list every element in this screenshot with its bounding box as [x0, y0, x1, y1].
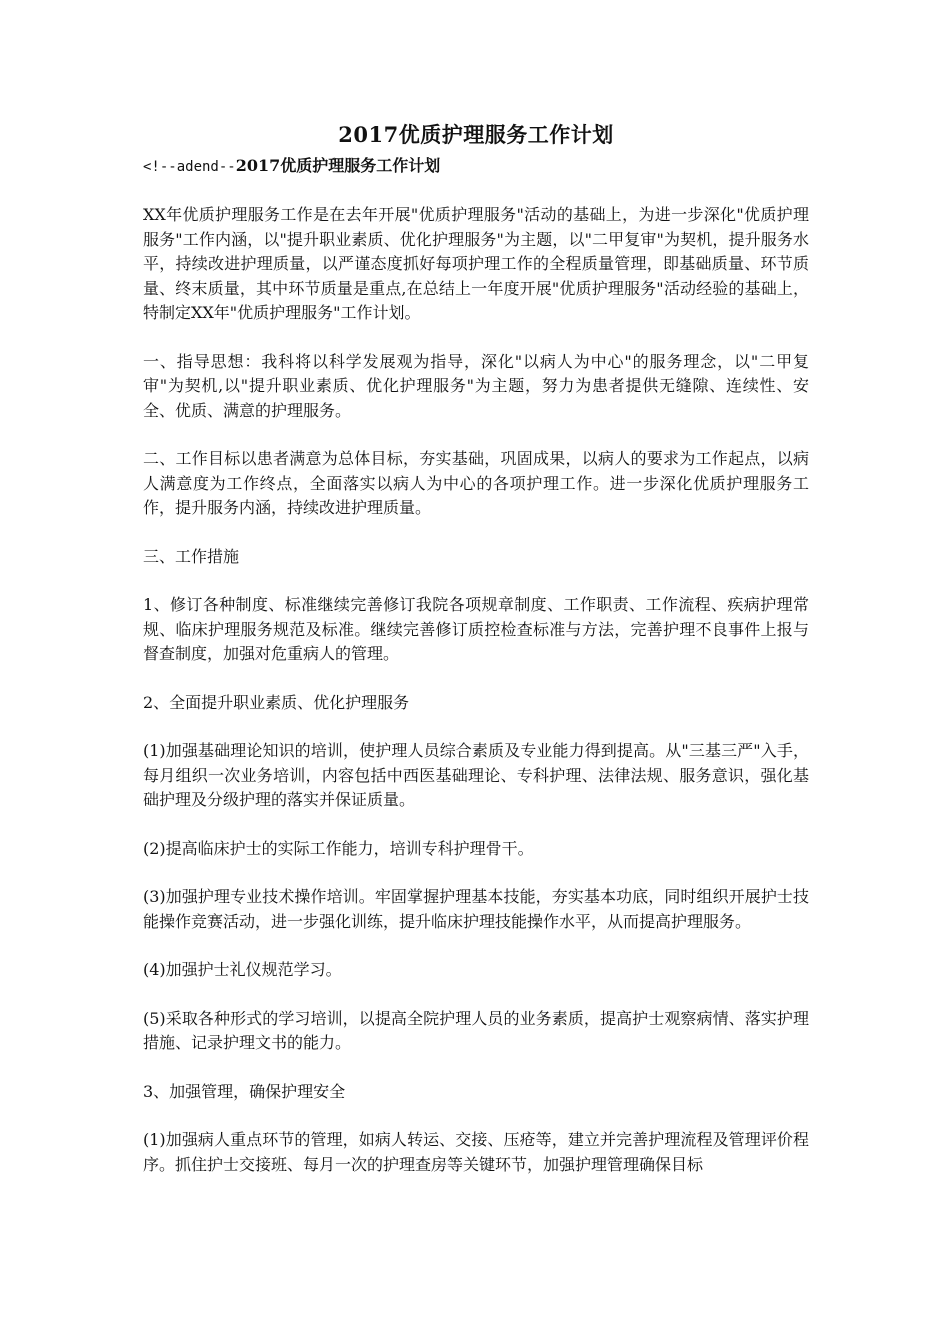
document-subtitle	[143, 154, 809, 179]
paragraph-measure-2-1: (1)加强基础理论知识的培训，使护理人员综合素质及专业能力得到提高。从"三基三严"入手，每月组织一次业务培训，内容包括中西医基础理论、专科护理、法律法规、服务意识，强化基础护理及分级护理的落实并保证质量。	[143, 741, 809, 809]
document-body	[143, 203, 809, 1177]
paragraph-measure-3-1: (1)加强病人重点环节的管理，如病人转运、交接、压疮等，建立并完善护理流程及管理评价程序。抓住护士交接班、每月一次的护理查房等关键环节，加强护理管理确保目标	[143, 1130, 809, 1174]
document-title: 2017优质护理服务工作计划	[338, 122, 614, 147]
document-page	[143, 120, 809, 1201]
subtitle-prefix: <!--adend--	[143, 159, 236, 175]
paragraph-measure-2-3: (3)加强护理专业技术操作培训。牢固掌握护理基本技能，夯实基本功底，同时组织开展护士技能操作竞赛活动，进一步强化训练，提升临床护理技能操作水平，从而提高护理服务。	[143, 887, 809, 931]
paragraph-work-goals: 二、工作目标以患者满意为总体目标，夯实基础，巩固成果，以病人的要求为工作起点，以病人满意度为工作终点，全面落实以病人为中心的各项护理工作。进一步深化优质护理服务工作，提升服务内涵，持续改进护理质量。	[143, 449, 809, 517]
section-heading-measure-2: 2、全面提升职业素质、优化护理服务	[143, 692, 410, 712]
paragraph-guiding-ideology: 一、指导思想：我科将以科学发展观为指导，深化"以病人为中心"的服务理念，以"二甲复审"为契机,以"提升职业素质、优化护理服务"为主题，努力为患者提供无缝隙、连续性、安全、优质、满意的护理服务。	[143, 351, 809, 420]
paragraph-measure-2-4: (4)加强护士礼仪规范学习。	[143, 960, 342, 979]
section-heading-measure-3: 3、加强管理，确保护理安全	[143, 1081, 346, 1101]
section-heading-measures: 三、工作措施	[143, 546, 240, 566]
subtitle-text: 2017优质护理服务工作计划	[235, 156, 441, 175]
paragraph-measure-2-5: (5)采取各种形式的学习培训，以提高全院护理人员的业务素质，提高护士观察病情、落实护理措施、记录护理文书的能力。	[143, 1008, 809, 1052]
paragraph-measure-2-2: (2)提高临床护士的实际工作能力，培训专科护理骨干。	[143, 838, 534, 858]
paragraph-measure-1: 1、修订各种制度、标准继续完善修订我院各项规章制度、工作职责、工作流程、疾病护理常规、临床护理服务规范及标准。继续完善修订质控检查标准与方法，完善护理不良事件上报与督查制度，加强对危重病人的管理。	[143, 595, 809, 663]
paragraph-intro: XX年优质护理服务工作是在去年开展"优质护理服务"活动的基础上，为进一步深化"优质护理服务"工作内涵，以"提升职业素质、优化护理服务"为主题，以"二甲复审"为契机，提升服务水平，持续改进护理质量，以严谨态度抓好每项护理工作的全程质量管理，即基础质量、环节质量、终末质量，其中环节质量是重点,在总结上一年度开展"优质护理服务"活动经验的基础上，特制定XX年"优质护理服务"工作计划。	[143, 205, 809, 322]
